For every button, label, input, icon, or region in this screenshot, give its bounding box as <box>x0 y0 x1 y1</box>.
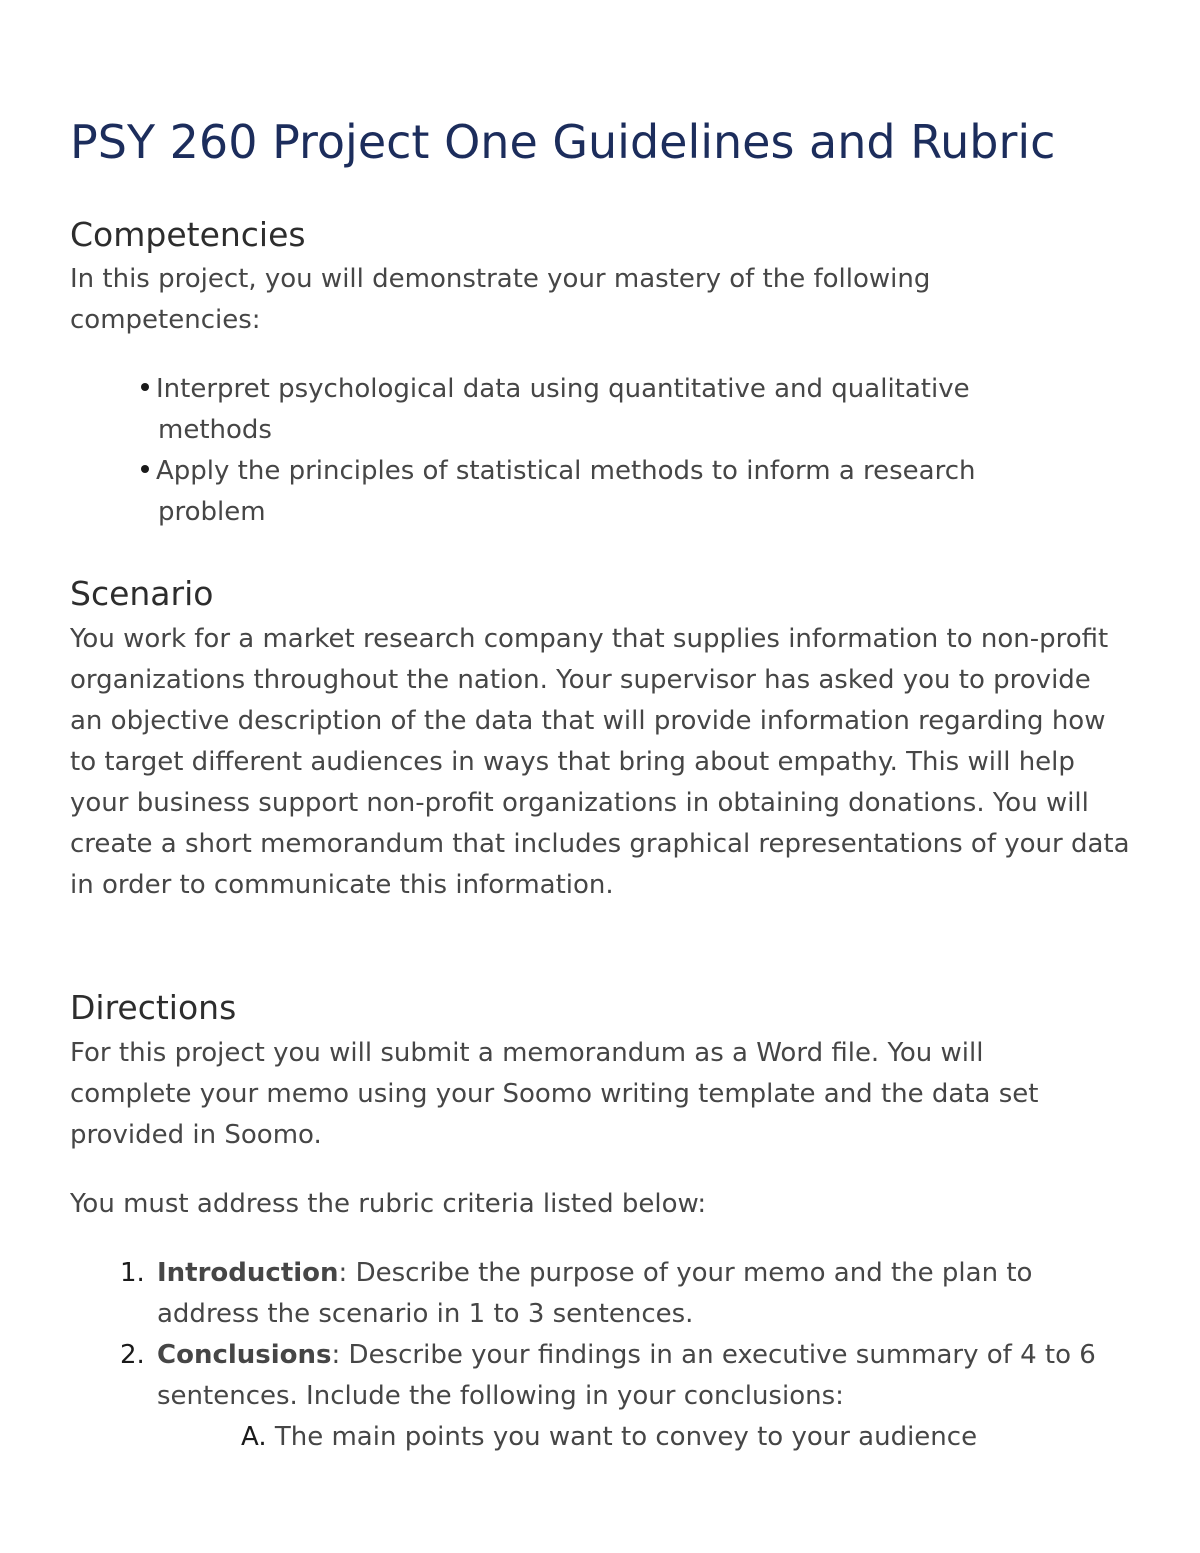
list-number: 2. <box>120 1340 145 1370</box>
criteria-list <box>70 1253 1140 1458</box>
criteria-intro: You must address the rubric criteria listed below: <box>70 1189 707 1219</box>
criteria-label: Conclusions <box>157 1340 332 1370</box>
scenario-body: You work for a market research company that supplies information to non-profit organizations throughout the nation. Your supervisor has asked you to provide an objective description of the data that will provide information regarding how to target different audiences in ways that bring about empathy. This will help your business support non-profit organizations in obtaining donations. You will create a short memorandum that includes graphical representations of your data in order to communicate this information. <box>70 624 1130 900</box>
criteria-item-introduction: 1. Introduction: Describe the purpose of your memo and the plan to address the scenario in 1 to 3 sentences. <box>70 1253 1140 1335</box>
directions-body: For this project you will submit a memorandum as a Word file. You will complete your memo using your Soomo writing template and the data set provided in Soomo. <box>70 1038 1039 1150</box>
list-item: Apply the principles of statistical methods to inform a research problem <box>70 451 1058 533</box>
competencies-heading: Competencies <box>70 215 306 254</box>
competencies-list <box>70 369 1058 533</box>
list-item: Interpret psychological data using quantitative and qualitative methods <box>70 369 1058 451</box>
criteria-label: Introduction <box>157 1258 339 1288</box>
list-number: 1. <box>120 1258 145 1288</box>
list-item: A. The main points you want to convey to your audience <box>241 1422 978 1452</box>
bullet-icon <box>141 465 149 473</box>
scenario-heading: Scenario <box>70 574 214 613</box>
bullet-icon <box>141 383 149 391</box>
conclusions-sub-list <box>157 1417 1140 1458</box>
criteria-item-conclusions: 2. Conclusions: Describe your findings in an executive summary of 4 to 6 sentences. Include the following in your conclusions: A. The main points you want to convey to your audience <box>70 1335 1140 1458</box>
page-title: PSY 260 Project One Guidelines and Rubric <box>70 115 1056 169</box>
list-letter: A. <box>241 1422 267 1452</box>
competencies-intro: In this project, you will demonstrate your mastery of the following competencies: <box>70 264 931 335</box>
directions-heading: Directions <box>70 988 237 1027</box>
